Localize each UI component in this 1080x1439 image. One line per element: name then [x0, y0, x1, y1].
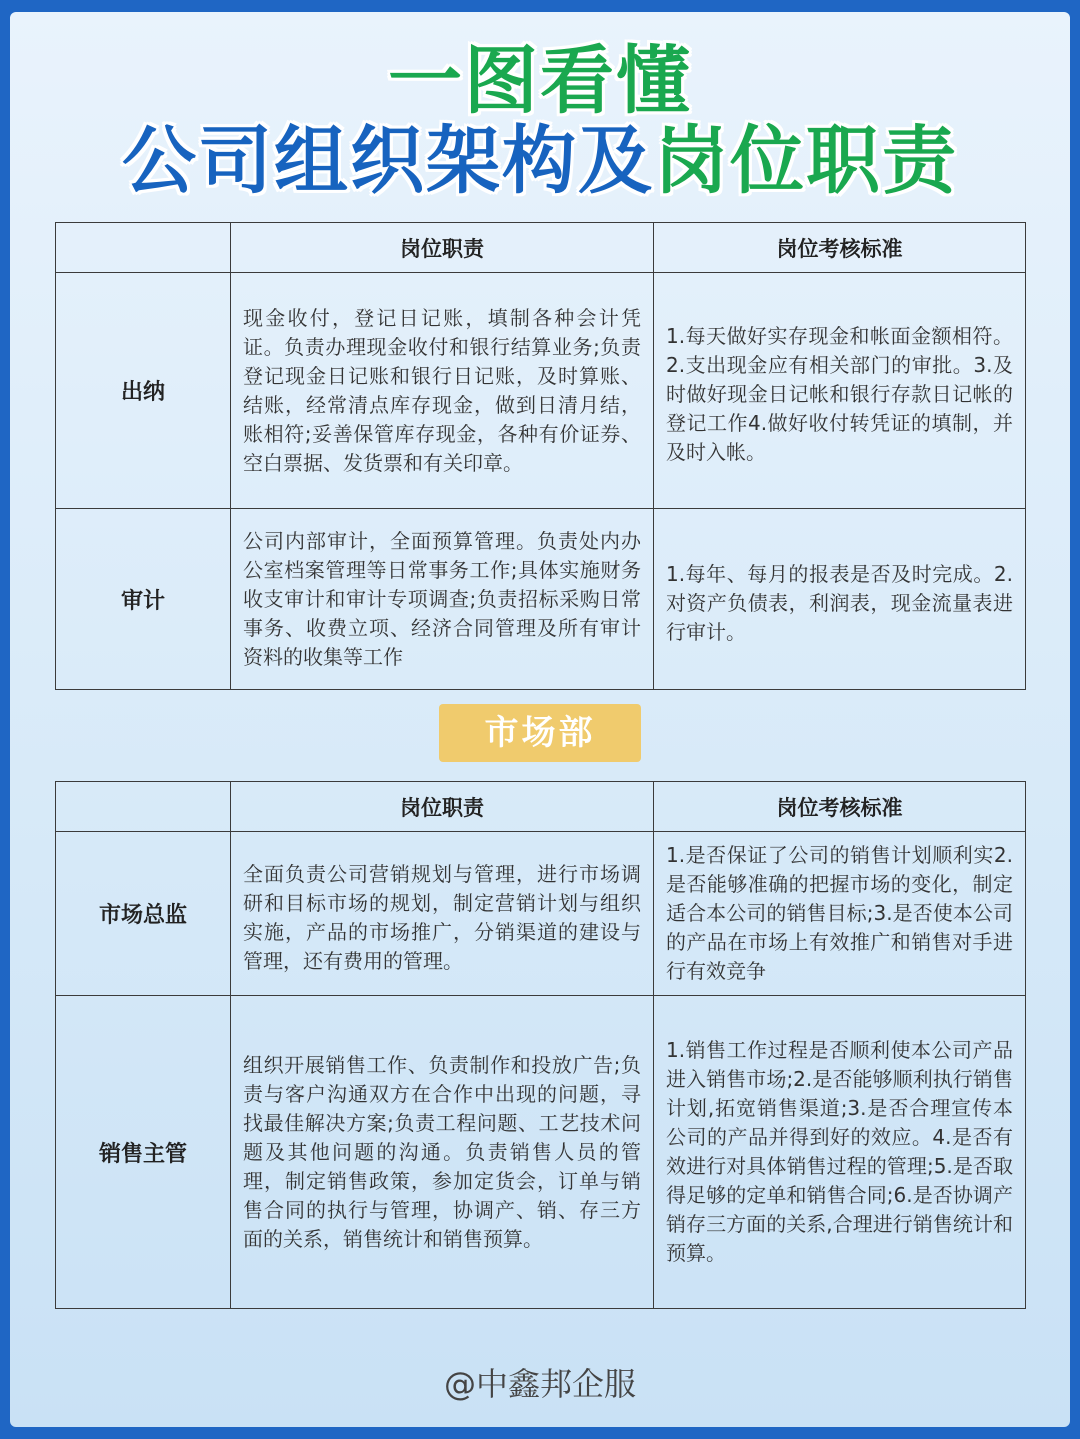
duty-text: 全面负责公司营销规划与管理，进行市场调研和目标市场的规划，制定营销计划与组织实施，产品的市场推广，分销渠道的建设与管理，还有费用的管理。: [231, 832, 654, 996]
header-standard: 岗位考核标准: [654, 223, 1026, 273]
role-name: 出纳: [56, 273, 231, 509]
section-badge-marketing: 市场部: [439, 704, 641, 762]
standard-text: 1.每天做好实存现金和帐面金额相符。2.支出现金应有相关部门的审批。3.及时做好现金日记帐和银行存款日记帐的登记工作4.做好收付转凭证的填制，并及时入帐。: [654, 273, 1026, 509]
standard-text: 1.是否保证了公司的销售计划顺利实2.是否能够准确的把握市场的变化，制定适合本公司的销售目标;3.是否使本公司的产品在市场上有效推广和销售对手进行有效竞争: [654, 832, 1026, 996]
standard-text: 1.销售工作过程是否顺利使本公司产品进入销售市场;2.是否能够顺利执行销售计划,拓宽销售渠道;3.是否合理宣传本公司的产品并得到好的效应。4.是否有效进行对具体销售过程的管理;5.是否取得足够的定单和销售合同;6.是否协调产销存三方面的关系,合理进行销售统计和预算。: [654, 996, 1026, 1309]
table-header-row: [56, 223, 1026, 273]
table-row: [56, 509, 1026, 690]
finance-duty-table: [55, 222, 1026, 690]
role-name: 审计: [56, 509, 231, 690]
duty-text: 现金收付，登记日记账，填制各种会计凭证。负责办理现金收付和银行结算业务;负责登记现金日记账和银行日记账，及时算账、结账，经常清点库存现金，做到日清月结，账相符;妥善保管库存现金，各种有价证券、空白票据、发货票和有关印章。: [231, 273, 654, 509]
title-line-2: [0, 118, 1080, 204]
header-empty-cell: [56, 223, 231, 273]
duty-text: 公司内部审计，全面预算管理。负责处内办公室档案管理等日常事务工作;具体实施财务收支审计和审计专项调查;负责招标采购日常事务、收费立项、经济合同管理及所有审计资料的收集等工作: [231, 509, 654, 690]
table-row: [56, 273, 1026, 509]
role-name: 销售主管: [56, 996, 231, 1309]
marketing-duty-table: [55, 781, 1026, 1309]
footer-watermark: @中鑫邦企服: [443, 1365, 636, 1403]
role-name: 市场总监: [56, 832, 231, 996]
header-empty-cell: [56, 782, 231, 832]
header-standard: 岗位考核标准: [654, 782, 1026, 832]
title-part-green: 岗位职责: [654, 118, 958, 204]
title-line-1: 一图看懂: [388, 38, 692, 124]
table-row: [56, 996, 1026, 1309]
duty-text: 组织开展销售工作、负责制作和投放广告;负责与客户沟通双方在合作中出现的问题，寻找最佳解决方案;负责工程问题、工艺技术问题及其他问题的沟通。负责销售人员的管理，制定销售政策，参加定货会，订单与销售合同的执行与管理，协调产、销、存三方面的关系，销售统计和销售预算。: [231, 996, 654, 1309]
table-header-row: [56, 782, 1026, 832]
standard-text: 1.每年、每月的报表是否及时完成。2.对资产负债表，利润表，现金流量表进行审计。: [654, 509, 1026, 690]
header-duty: 岗位职责: [231, 782, 654, 832]
table-row: [56, 832, 1026, 996]
header-duty: 岗位职责: [231, 223, 654, 273]
title-part-blue: 公司组织架构及: [122, 118, 654, 204]
